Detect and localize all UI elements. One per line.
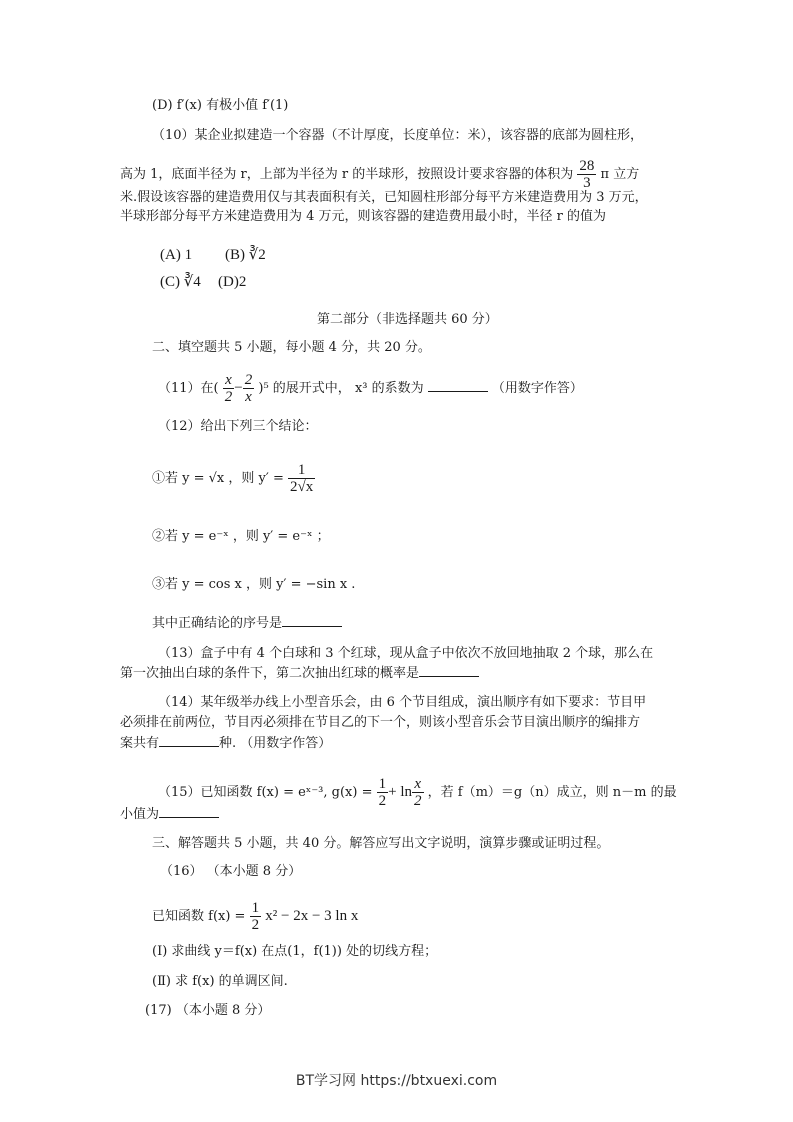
q10-option-a: (A) 1 <box>160 247 193 263</box>
q13-line-b-text: 第一次抽出白球的条件下，第二次抽出红球的概率是 <box>120 666 420 681</box>
q10-fraction-denominator: 3 <box>583 175 591 191</box>
q10-line-b-text: 高为 1，底面半径为 r，上部为半径为 r 的半球形，按照设计要求容器的体积为 <box>120 167 574 182</box>
q12-heading: （12）给出下列三个结论： <box>158 419 318 434</box>
q10-line-b-tail: π 立方 <box>600 167 640 182</box>
q10-line-c: 米.假设该容器的建造费用仅与其表面积有关，已知圆柱形部分每平方米建造费用为 3 万元， <box>120 190 648 205</box>
part-two-title: 第二部分（非选择题共 60 分） <box>317 312 498 327</box>
section-two-heading: 二、填空题共 5 小题，每小题 4 分，共 20 分。 <box>152 340 431 355</box>
q11-fraction-2-over-x: $\frac{2}{x}$ <box>244 372 253 405</box>
conclusion-1-denominator: 2√x <box>289 479 314 495</box>
q10-volume-fraction <box>577 158 596 191</box>
q10-option-c: (C) ∛4 <box>160 274 201 290</box>
option-d-line: (D) f′(x) 有极小值 f′(1) <box>152 98 289 113</box>
q13-line-a: （13）盒子中有 4 个白球和 3 个红球，现从盒子中依次不放回地抽取 2 个球，那么在 <box>158 646 654 661</box>
q11-postfix: )⁵ 的展开式中， <box>258 381 351 396</box>
q13-answer-blank[interactable] <box>419 664 479 677</box>
q13-line-b <box>120 664 479 684</box>
q11-prefix: （11）在( <box>158 381 219 396</box>
q14-line-a: （14）某年级举办线上小型音乐会，由 6 个节目组成，演出顺序有如下要求：节目甲 <box>158 695 647 710</box>
q10-fraction-numerator: 28 <box>579 158 595 174</box>
q15-answer-blank[interactable] <box>159 805 219 818</box>
q14-line-c <box>120 734 331 754</box>
q11-fraction-x-over-2: $\frac{x}{2}$ <box>224 372 233 405</box>
q10-line-b <box>120 158 639 191</box>
q17-heading: (17) （本小题 8 分） <box>145 1003 271 1018</box>
q16-heading: （16） （本小题 8 分） <box>160 864 302 879</box>
q11-answer-blank[interactable] <box>428 379 488 392</box>
q14-line-b: 必须排在前两位，节目丙必须排在节目乙的下一个，则该小型音乐会节目演出顺序的编排方 <box>120 715 641 730</box>
q16-fraction-half: $\frac{1}{2}$ <box>251 900 260 933</box>
q16-function-tail: x² − 2x − 3 ln x <box>265 908 359 924</box>
conclusion-1 <box>152 462 315 495</box>
q16-part-ii: (Ⅱ) 求 f(x) 的单调区间. <box>152 974 288 989</box>
conclusion-3: ③若 y = cos x ，则 y′ = −sin x . <box>152 577 356 592</box>
q16-function-label: 已知函数 f(x) = <box>152 909 246 924</box>
q15-postfix: ，若 f（m）＝g（n）成立，则 n－m 的最 <box>427 785 677 800</box>
q11-line: （11）在( $\frac{x}{2}$ − $\frac{2}{x}$ )⁵ 的展开式中， x³ 的系数为 （用数字作答） <box>158 372 583 405</box>
q16-part-i: (Ⅰ) 求曲线 y＝f(x) 在点(1，f(1)) 处的切线方程； <box>152 944 438 959</box>
q12-answer-line <box>152 614 342 634</box>
conclusion-1-text: ①若 y = √x ，则 y′ = <box>152 471 284 486</box>
q15-fraction-x-over-2: $\frac{x}{2}$ <box>414 776 422 809</box>
q15-fraction-half: $\frac{1}{2}$ <box>378 776 387 809</box>
site-footer: BT学习网 https://btxuexi.com <box>295 1073 498 1089</box>
conclusion-1-numerator: 1 <box>288 462 315 479</box>
q11-coefficient-label: x³ 的系数为 <box>354 381 424 396</box>
q12-answer-blank[interactable] <box>282 614 342 627</box>
q14-answer-blank[interactable] <box>159 734 219 747</box>
q10-line-a: （10）某企业拟建造一个容器（不计厚度，长度单位：米），该容器的底部为圆柱形， <box>152 128 644 143</box>
q11-tail: （用数字作答） <box>491 381 583 396</box>
q15-line-a: （15）已知函数 f(x) = eˣ⁻³, g(x) = $\frac{1}{2}$ + ln $\frac{x}{2}$ ，若 f（m）＝g（n）成立，则 n－m 的最 <box>158 776 677 809</box>
conclusion-2: ②若 y = e⁻ˣ ，则 y′ = e⁻ˣ ； <box>152 529 330 544</box>
q16-function <box>152 900 358 933</box>
q15-prefix: （15）已知函数 f(x) = eˣ⁻³, g(x) = <box>158 785 373 800</box>
q12-answer-label: 其中正确结论的序号是 <box>152 616 283 631</box>
q14-line-c-tail: 种. （用数字作答） <box>219 736 332 751</box>
section-three-heading: 三、解答题共 5 小题，共 40 分。解答应写出文字说明，演算步骤或证明过程。 <box>152 836 610 851</box>
q10-option-d: (D)2 <box>218 274 247 290</box>
q10-option-b: (B) ∛2 <box>225 247 266 263</box>
q15-line-b <box>120 805 219 825</box>
conclusion-1-fraction <box>288 462 315 495</box>
q15-line-b-text: 小值为 <box>120 807 160 822</box>
q10-line-d: 半球形部分每平方米建造费用为 4 万元，则该容器的建造费用最小时，半径 r 的值为 <box>120 209 607 224</box>
q14-line-c-text: 案共有 <box>120 736 160 751</box>
